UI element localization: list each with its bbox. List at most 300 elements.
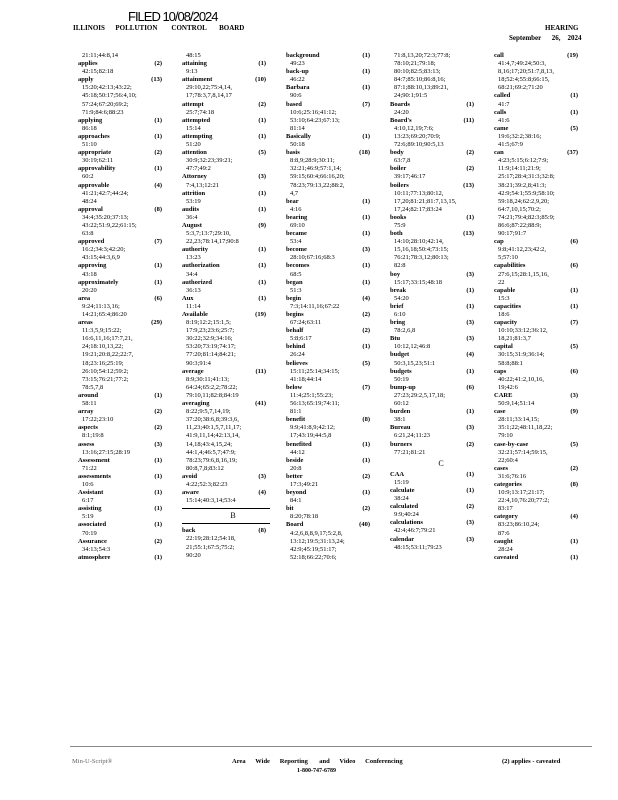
index-entry: [494, 238, 596, 262]
index-term-line: [182, 101, 284, 109]
index-term: categories: [494, 480, 522, 488]
index-count: (1): [362, 343, 370, 351]
index-refs: 30:22;32:9;34:16;: [186, 335, 233, 343]
index-entry: [286, 295, 388, 311]
index-refs: 67:24;63:11: [290, 319, 322, 327]
index-count: (3): [570, 391, 578, 399]
index-term: budgets: [390, 367, 412, 375]
index-term-line: [286, 416, 388, 424]
index-term-line: [286, 214, 388, 222]
index-term-line: [78, 295, 180, 303]
index-refs: 48:15: [186, 52, 201, 59]
index-refs: 11:9;14:11;21:9;: [498, 165, 541, 173]
index-term: Board's: [390, 116, 412, 124]
index-term-line: [286, 149, 388, 157]
index-term-line: [494, 262, 596, 270]
index-term: behalf: [286, 327, 304, 335]
index-term: back-up: [286, 68, 309, 76]
index-count: (1): [258, 116, 266, 124]
index-count: (1): [154, 391, 162, 399]
index-count: (29): [151, 319, 162, 327]
index-count: (2): [154, 408, 162, 416]
index-term: calculations: [390, 519, 423, 527]
date-month: September: [509, 34, 542, 42]
index-term: calculated: [390, 503, 419, 511]
index-term: authorization: [182, 262, 220, 270]
index-entry: [182, 279, 284, 295]
index-count: (1): [258, 294, 266, 302]
index-refs: 58:8;88:1: [498, 359, 523, 367]
index-term-line: [78, 262, 180, 270]
index-term-line: [286, 457, 388, 465]
index-count: (6): [154, 294, 162, 302]
index-refs: 86:18: [82, 124, 97, 132]
index-entry: [182, 246, 284, 262]
index-entry: [494, 538, 596, 554]
index-term-line: [286, 521, 388, 529]
index-term-line: [390, 117, 492, 125]
index-count: (13): [463, 230, 474, 238]
index-term-line: [286, 384, 388, 392]
index-refs: 72:6;89:10;90:5,13: [394, 141, 444, 149]
index-refs: 24:20: [394, 108, 409, 116]
index-entry: [286, 360, 388, 384]
index-term: books: [390, 213, 407, 221]
index-refs: 4:23;5:15;6:12;7:9;: [498, 157, 549, 165]
index-entry: [286, 441, 388, 457]
index-refs: 9:24;11:13,16;: [82, 302, 120, 310]
index-count: (1): [154, 456, 162, 464]
index-term: boilers: [390, 181, 409, 189]
index-refs: 5:19: [82, 513, 94, 521]
index-refs: 39:17;46:17: [394, 173, 426, 181]
index-refs: 41:4,7;49:24;50:3,: [498, 60, 547, 68]
index-entry: [182, 190, 284, 206]
index-refs: 71:9;84:6;88:23: [82, 108, 124, 116]
index-count: (18): [359, 149, 370, 157]
index-refs: 16:2;34:3;42:20;: [82, 246, 126, 254]
index-refs: 90:6: [290, 92, 302, 100]
footer-w4: and: [319, 758, 330, 765]
index-entry: [78, 165, 180, 181]
index-term-line: [182, 76, 284, 84]
index-count: (1): [154, 262, 162, 270]
index-refs: 15:11;25:14;34:15;: [290, 367, 340, 375]
footer-w1: Area: [232, 758, 246, 765]
index-term: Assurance: [78, 537, 107, 545]
index-refs: 11,23;40:1,5,7,11,17;: [186, 424, 242, 432]
index-entry: [78, 60, 180, 76]
index-refs: 22,23;78:14,17;90:8: [186, 238, 239, 246]
index-columns: [78, 52, 608, 742]
index-refs: 46:22: [290, 76, 305, 84]
index-refs: 53:20;73:19;74:17;: [186, 343, 236, 351]
index-entry: [182, 222, 284, 246]
footer-w6: Conferencing: [365, 758, 403, 765]
index-count: (7): [154, 238, 162, 246]
index-term: aspects: [78, 424, 98, 432]
index-term-line: [182, 149, 284, 157]
index-term-line: [390, 319, 492, 327]
index-term-line: [494, 408, 596, 416]
index-term-line: [78, 473, 180, 481]
index-refs: 43:22;51:9,22;61:15;: [82, 221, 137, 229]
index-count: (1): [570, 92, 578, 100]
index-term: burners: [390, 440, 413, 448]
index-term-line: [390, 384, 492, 392]
index-refs: 51:20: [186, 141, 201, 149]
index-count: (1): [154, 165, 162, 173]
index-refs: 22:19;28:12;54:18,: [186, 535, 236, 543]
index-refs: 87:1;88:10,13;89:21,: [394, 84, 449, 92]
index-term-line: [182, 279, 284, 287]
index-term-line: [390, 149, 492, 157]
index-entry: [286, 473, 388, 489]
index-refs: 27:6,15;28:1,15,16,: [498, 270, 549, 278]
index-entry: [494, 52, 596, 92]
index-refs: 11:3,5,9;15:22;: [82, 327, 122, 335]
index-count: (1): [258, 278, 266, 286]
index-refs: 44:12: [290, 448, 305, 456]
index-term: August: [182, 221, 202, 229]
index-refs: 50:3,15,23;51:1: [394, 359, 436, 367]
index-term: CAA: [390, 470, 405, 478]
index-refs: 13:16;27:15;28:19: [82, 448, 131, 456]
index-count: (2): [362, 311, 370, 318]
index-refs: 10:9;13:17;21:17;: [498, 489, 545, 497]
index-entry: [390, 214, 492, 230]
index-refs: 38:24: [394, 495, 409, 503]
index-term: atmosphere: [78, 553, 111, 561]
index-count: (1): [362, 52, 370, 59]
index-count: (1): [570, 537, 578, 545]
index-count: (1): [466, 408, 474, 416]
index-refs: 17;78:3,7,8,14,17: [186, 92, 232, 100]
index-entry: [286, 457, 388, 473]
index-entry: [390, 424, 492, 440]
index-term: case: [494, 408, 506, 416]
index-term: capacities: [494, 302, 522, 310]
index-term: attempting: [182, 132, 213, 140]
index-term: bearing: [286, 213, 308, 221]
index-term: became: [286, 230, 307, 238]
header-word-1: ILLINOIS: [73, 24, 105, 32]
index-entry: [286, 262, 388, 278]
index-entry: [78, 182, 180, 206]
index-refs: 29:10,22;75:4,14,: [186, 84, 233, 92]
index-term-line: [286, 101, 388, 109]
index-refs: 38:21;39:2,8;41:3;: [498, 181, 547, 189]
index-refs: 15:3: [498, 294, 510, 302]
index-refs: 14:21;65:4;86:20: [82, 311, 127, 318]
index-term-line: [182, 295, 284, 303]
index-refs: 4,7: [290, 189, 299, 197]
index-refs: 76:21;78:3,12;80:13;: [394, 254, 449, 262]
index-refs: 13:12;19:5;31:13,24;: [290, 537, 345, 545]
index-refs: 8:22;9:5,7,14,19;: [186, 408, 231, 416]
index-refs: 18;52:4;55:8;66:15,: [498, 76, 550, 84]
index-refs: 15,16,18;50:4;73:15;: [394, 246, 449, 254]
index-count: (5): [362, 359, 370, 367]
index-term: Assessment: [78, 456, 110, 464]
index-entry: [78, 149, 180, 165]
index-entry: [78, 319, 180, 392]
index-entry: [78, 505, 180, 521]
index-entry: [390, 441, 492, 457]
index-refs: 31:6;76:16: [498, 472, 527, 480]
index-refs: 5:3,7;13:7;29:10,: [186, 230, 231, 238]
index-refs: 59:18,24;62:2,9,20;: [498, 197, 550, 205]
index-count: (37): [567, 149, 578, 157]
index-term: begin: [286, 294, 302, 302]
index-count: (3): [154, 440, 162, 448]
index-term: assessments: [78, 472, 111, 480]
index-term: attainment: [182, 76, 213, 84]
index-refs: 42:15;82:18: [82, 68, 114, 76]
index-entry: [390, 165, 492, 181]
index-count: (2): [466, 503, 474, 511]
footer-phone: 1-800-747-6789: [297, 768, 336, 774]
index-term-line: [286, 343, 388, 351]
index-entry: [494, 125, 596, 149]
footer-w5: Video: [339, 758, 356, 765]
index-refs: 78:2,6,8: [394, 327, 416, 335]
index-refs: 15:17;33:15;48:18: [394, 278, 443, 286]
index-term-line: [390, 287, 492, 295]
index-entry: [78, 521, 180, 537]
index-count: (2): [154, 60, 162, 68]
index-count: (3): [466, 519, 474, 527]
index-count: (2): [154, 149, 162, 157]
index-term-line: [182, 190, 284, 198]
index-refs: 50:9,14;51:14: [498, 400, 535, 408]
index-term-line: [182, 400, 284, 408]
index-term-line: [390, 519, 492, 527]
index-refs: 81:1: [290, 408, 302, 416]
index-term: cases: [494, 464, 509, 472]
index-count: (6): [570, 367, 578, 375]
index-term-line: [78, 538, 180, 546]
index-term: authorized: [182, 278, 212, 286]
index-column-3: [286, 52, 388, 742]
index-term: boy: [390, 270, 401, 278]
index-refs: 15:20;42:13;43:22;: [82, 84, 132, 92]
index-entry: [390, 149, 492, 165]
index-term: bring: [390, 319, 406, 327]
index-term-line: [494, 392, 596, 400]
section-rule: [182, 508, 270, 509]
index-refs: 4:22;52:3;82:23: [186, 480, 228, 488]
index-term: capabilities: [494, 262, 526, 270]
index-term-line: [494, 238, 596, 246]
index-entry: [182, 117, 284, 133]
index-refs: 78:5,7,8: [82, 383, 104, 391]
index-refs: 17:22;23:10: [82, 416, 114, 424]
index-term-line: [286, 360, 388, 368]
index-term-line: [286, 489, 388, 497]
index-entry: [286, 311, 388, 327]
index-count: (1): [466, 367, 474, 375]
index-count: (13): [463, 181, 474, 189]
index-term-line: [78, 554, 180, 562]
index-refs: 19;42:6: [498, 383, 518, 391]
index-count: (1): [362, 440, 370, 448]
index-term-line: [286, 441, 388, 449]
index-entry: [286, 101, 388, 133]
index-term: assisting: [78, 505, 102, 513]
index-entry: [286, 230, 388, 246]
index-count: (1): [570, 553, 578, 561]
index-entry: [182, 76, 284, 100]
index-term-line: [286, 279, 388, 287]
index-refs: 36:13: [186, 286, 201, 294]
index-term: bit: [286, 505, 294, 513]
footer-company: [232, 758, 403, 765]
index-refs: 78:23;79:6,8,16,19;: [186, 456, 238, 464]
index-entry: [494, 554, 596, 562]
index-term-line: [494, 319, 596, 327]
index-term-line: [390, 182, 492, 190]
index-refs: 4:16: [290, 205, 302, 213]
index-refs: 32:21;57:14;59:15,: [498, 448, 548, 456]
footer-w3: Reporting: [279, 758, 308, 765]
index-refs: 15:14: [186, 124, 201, 132]
index-entry: [182, 473, 284, 489]
index-refs: 28:24: [498, 545, 513, 553]
index-refs: 13:23: [186, 254, 201, 262]
index-term-line: [78, 133, 180, 141]
index-term: below: [286, 383, 303, 391]
index-entry: [286, 343, 388, 359]
index-refs: 57:24;67:20;69:2;: [82, 100, 129, 108]
index-term-line: [182, 311, 284, 319]
index-term-line: [182, 473, 284, 481]
index-refs: 90:3;91:4: [186, 359, 211, 367]
index-term-line: [182, 246, 284, 254]
index-entry: [78, 133, 180, 149]
index-refs: 51:3: [290, 286, 302, 294]
index-count: (1): [154, 116, 162, 124]
index-term: caveated: [494, 553, 519, 561]
index-refs: 10:11;77:13;80:12,: [394, 189, 444, 197]
index-entry: [78, 238, 180, 262]
index-term-line: [390, 351, 492, 359]
index-term-line: [494, 287, 596, 295]
index-count: (11): [255, 367, 266, 375]
index-refs: 17,24;82:17;83:24: [394, 205, 442, 213]
index-refs: 50:19: [394, 375, 409, 383]
index-count: (3): [258, 472, 266, 480]
index-term-line: [182, 262, 284, 270]
index-entry: [78, 489, 180, 505]
index-count: (1): [154, 472, 162, 480]
index-term: Attorney: [182, 173, 207, 181]
index-term-line: [390, 230, 492, 238]
index-count: (1): [258, 60, 266, 68]
index-entry: [182, 206, 284, 222]
index-term: attempt: [182, 100, 204, 108]
index-term: category: [494, 513, 518, 521]
index-count: (2): [258, 100, 266, 108]
index-count: (1): [466, 486, 474, 494]
index-term: Btu: [390, 335, 401, 343]
index-refs: 4:2,6,8,8,9,17;5:2,8,: [290, 529, 343, 537]
index-entry: [182, 173, 284, 189]
index-refs: 78:10;21;79:18;: [394, 60, 436, 68]
index-term-line: [494, 109, 596, 117]
index-entry: [78, 441, 180, 457]
index-entry: [286, 84, 388, 100]
index-entry: [78, 538, 180, 554]
index-term-line: [390, 441, 492, 449]
header-word-3: CONTROL: [171, 24, 207, 32]
index-term: burden: [390, 408, 411, 416]
index-count: (3): [466, 424, 474, 432]
index-term-line: [494, 125, 596, 133]
index-term: attrition: [182, 189, 206, 197]
index-refs: 8:8,9;28:9;30:11;: [290, 157, 335, 165]
index-count: (1): [258, 246, 266, 254]
index-term-line: [494, 554, 596, 562]
index-term-line: [286, 295, 388, 303]
index-count: (1): [362, 213, 370, 221]
index-refs: 26:10;54:12;59:2;: [82, 367, 129, 375]
index-term-line: [286, 230, 388, 238]
index-refs: 51:10: [82, 141, 97, 149]
index-term: appropriate: [78, 149, 112, 157]
index-count: (8): [154, 205, 162, 213]
index-count: (1): [258, 262, 266, 270]
index-refs: 42:9;45:19;51:17;: [290, 545, 337, 553]
index-term-line: [182, 368, 284, 376]
index-term: associated: [78, 521, 107, 529]
index-refs: 22:4,10,76:20;77:2;: [498, 497, 550, 505]
index-refs: 63:7,8: [394, 157, 411, 165]
index-refs: 5;57:10: [498, 254, 518, 262]
index-count: (2): [362, 327, 370, 335]
index-term: become: [286, 246, 307, 254]
index-entry: [286, 505, 388, 521]
index-count: (8): [362, 416, 370, 424]
index-term-line: [78, 117, 180, 125]
index-refs: 17:3;49:21: [290, 480, 319, 488]
index-term: calls: [494, 108, 507, 116]
index-term-line: [286, 327, 388, 335]
index-refs: 10:6: [82, 480, 94, 488]
index-term: attention: [182, 149, 207, 157]
index-refs: 24;18:10,13,22;: [82, 343, 124, 351]
index-refs: 7:4,13;12:21: [186, 181, 220, 189]
index-entry: [390, 117, 492, 149]
index-refs: 14:10;28:10;42:14,: [394, 238, 444, 246]
index-count: (1): [154, 521, 162, 529]
index-count: (2): [466, 165, 474, 173]
index-refs: 77:21;81:21: [394, 448, 426, 456]
index-term: begins: [286, 311, 304, 318]
index-term: Available: [182, 311, 208, 318]
index-term: called: [494, 92, 511, 100]
index-refs: 83:17: [498, 505, 513, 513]
index-refs: 42:9;54:1;55:9;58:10;: [498, 189, 555, 197]
index-term: CARE: [494, 391, 513, 399]
index-count: (2): [570, 464, 578, 472]
index-entry: [390, 271, 492, 287]
index-term: audits: [182, 205, 199, 213]
index-term: aware: [182, 489, 199, 497]
index-term: capacity: [494, 319, 518, 327]
date-day: 26,: [551, 34, 561, 42]
index-count: (19): [567, 52, 578, 59]
